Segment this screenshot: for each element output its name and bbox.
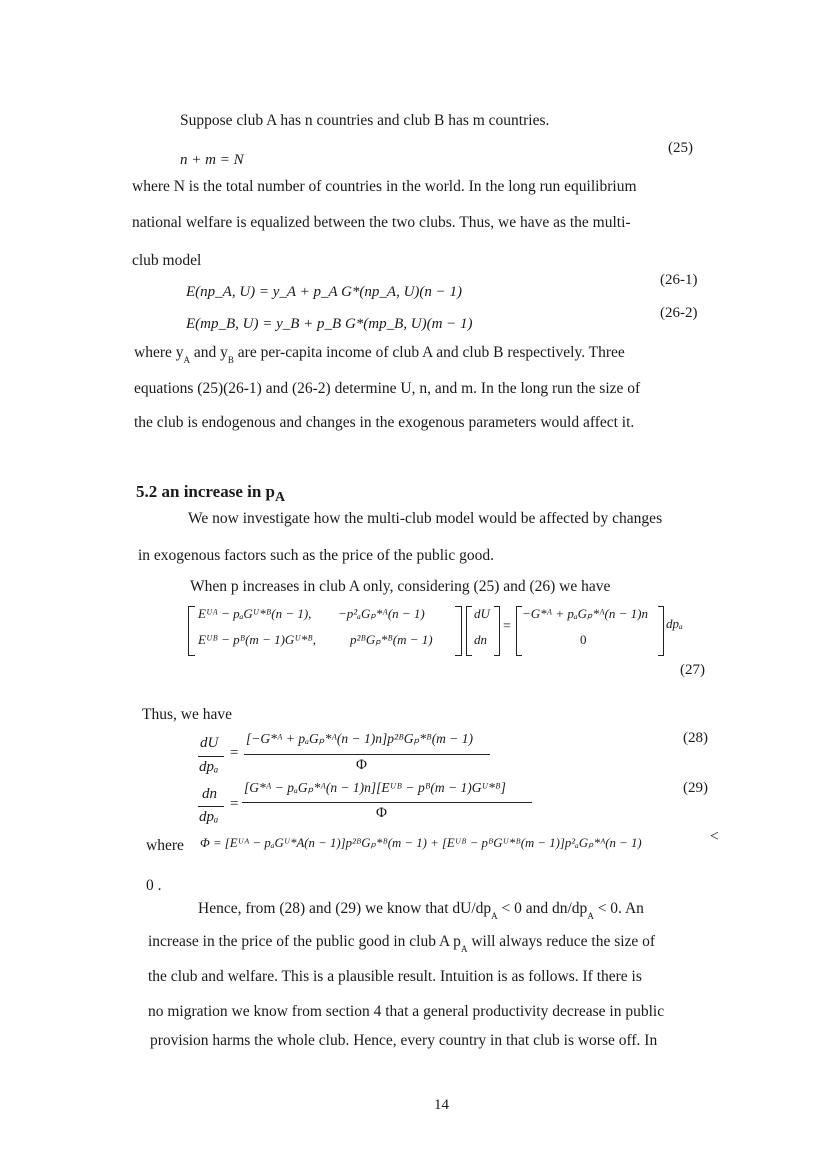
paragraph-line: Thus, we have — [142, 706, 232, 723]
differential: dpₐ — [666, 616, 683, 631]
rhs-right-bracket — [658, 606, 664, 656]
equation-26-1: E(np_A, U) = y_A + p_A G*(np_A, U)(n − 1) — [186, 284, 463, 300]
equation-number: (26-1) — [660, 272, 698, 288]
page-number: 14 — [434, 1097, 449, 1113]
rhs-cell: −G*ᴬ + pₐGₚ*ᴬ(n − 1)n — [522, 606, 648, 621]
paragraph-line: Hence, from (28) and (29) we know that $dU/dp_A < 0$ and $dn/dp_A < 0$. An — [198, 900, 644, 921]
vector-cell: dn — [474, 632, 487, 647]
matrix-cell: −p²ₐGₚ*ᴬ(n − 1) — [338, 606, 425, 621]
fraction-numerator: dn — [202, 786, 217, 802]
fraction-denominator: Φ — [356, 757, 367, 773]
equation-26-2: E(mp_B, U) = y_B + p_B G*(mp_B, U)(m − 1) — [186, 316, 473, 332]
equals-sign: = — [503, 619, 511, 634]
vector-left-bracket — [466, 606, 472, 656]
equation-number: (27) — [680, 662, 705, 678]
equation-number: (28) — [683, 730, 708, 746]
matrix-cell: Eᵁᴮ − pᴮ(m − 1)Gᵁ*ᴮ, — [198, 632, 317, 647]
paragraph-line: We now investigate how the multi-club model would be affected by changes — [188, 510, 663, 527]
fraction-bar — [242, 802, 532, 803]
matrix-left-bracket — [188, 606, 195, 656]
paragraph-line: national welfare is equalized between the two clubs. Thus, we have as the multi- — [132, 214, 631, 231]
fraction-numerator: [−G*ᴬ + pₐGₚ*ᴬ(n − 1)n]p²ᴮGₚ*ᴮ(m − 1) — [246, 731, 474, 746]
fraction-numerator: dU — [200, 735, 219, 751]
section-heading: 5.2 an increase in $p_A$ — [136, 482, 286, 505]
equals-sign: = — [230, 796, 239, 812]
fraction-denominator: dpₐ — [199, 759, 219, 775]
equals-sign: = — [230, 745, 239, 761]
where-label: where — [146, 837, 184, 854]
vector-right-bracket — [494, 606, 500, 656]
fraction-bar — [198, 806, 224, 807]
paragraph-line: the club is endogenous and changes in the exogenous parameters would affect it. — [134, 414, 635, 431]
paragraph-line: provision harms the whole club. Hence, every country in that club is worse off. In — [150, 1032, 658, 1049]
phi-definition: Φ = [Eᵁᴬ − pₐGᵁ*A(n − 1)]p²ᴮGₚ*ᴮ(m − 1) + [Eᵁᴮ − pᴮGᵁ*ᴮ(m − 1)]p²ₐGₚ*ᴬ(n − 1) — [200, 836, 642, 850]
matrix-right-bracket — [455, 606, 462, 656]
vector-cell: dU — [474, 606, 490, 621]
fraction-bar — [198, 756, 224, 757]
equation-number: (26-2) — [660, 305, 698, 321]
relation-tail: 0 . — [146, 877, 162, 894]
paragraph-line: Suppose club A has n countries and club B has m countries. — [180, 112, 550, 129]
equation-number: (29) — [683, 780, 708, 796]
relation-sign: < — [710, 828, 719, 845]
rhs-cell: 0 — [580, 632, 587, 647]
matrix-cell: Eᵁᴬ − pₐGᵁ*ᴮ(n − 1), — [198, 606, 312, 621]
paragraph-line: equations (25)(26-1) and (26-2) determine U, n, and m. In the long run the size of — [134, 380, 641, 397]
fraction-numerator: [G*ᴬ − pₐGₚ*ᴬ(n − 1)n][Eᵁᴮ − pᴮ(m − 1)Gᵁ*ᴮ] — [244, 780, 506, 795]
paragraph-line: where N is the total number of countries in the world. In the long run equilibrium — [132, 178, 637, 195]
equation-25: n + m = N — [180, 152, 244, 168]
paragraph-line: increase in the price of the public good in club A $p_A$ will always reduce the size of — [148, 933, 656, 954]
paragraph-line: When p increases in club A only, considering (25) and (26) we have — [190, 578, 611, 595]
paragraph-line: club model — [132, 252, 202, 269]
equation-number: (25) — [668, 140, 693, 156]
paragraph-line: the club and welfare. This is a plausible result. Intuition is as follows. If there is — [148, 968, 642, 985]
fraction-bar — [244, 754, 490, 755]
fraction-denominator: dpₐ — [199, 809, 219, 825]
matrix-cell: p²ᴮGₚ*ᴮ(m − 1) — [350, 632, 433, 647]
paragraph-line: no migration we know from section 4 that a general productivity decrease in public — [148, 1003, 665, 1020]
paragraph-line: in exogenous factors such as the price of the public good. — [138, 547, 494, 564]
fraction-denominator: Φ — [376, 805, 387, 821]
paragraph-line: where $y_A$ and $y_B$ are per-capita income of club A and club B respectively. Three — [134, 344, 625, 365]
